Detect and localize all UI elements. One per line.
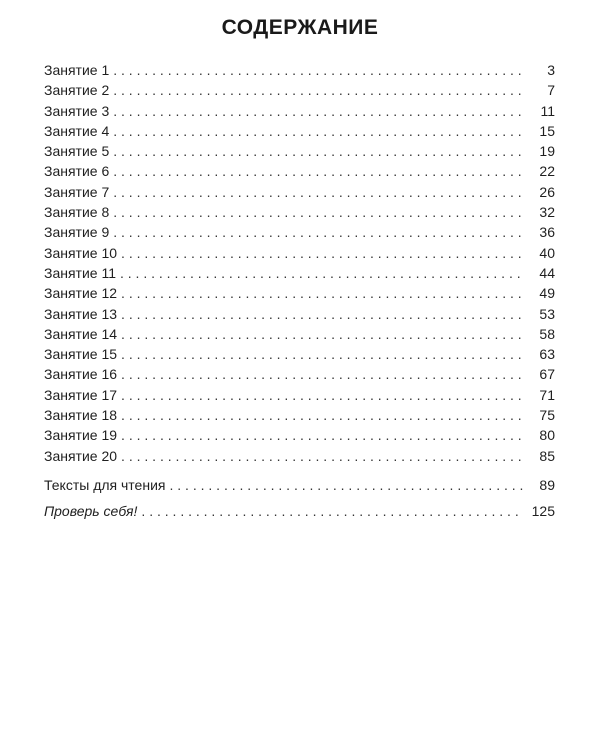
- toc-entry-2[interactable]: [44, 80, 555, 100]
- toc-entry-10[interactable]: [44, 243, 555, 263]
- dot-leader: [113, 182, 523, 202]
- toc-entry-page: 71: [539, 386, 555, 403]
- dot-leader: [113, 60, 523, 80]
- toc-entry-page: 63: [539, 346, 555, 363]
- toc-entry-12[interactable]: [44, 283, 555, 303]
- toc-entry-label: Занятие 17: [44, 386, 118, 403]
- dot-leader: [113, 222, 523, 242]
- toc-entry-1[interactable]: [44, 60, 555, 80]
- dot-leader: [121, 405, 523, 425]
- toc-entry-page: 3: [547, 62, 555, 78]
- toc-entry-label: Занятие 1: [44, 62, 110, 78]
- toc-entry-18[interactable]: [44, 405, 555, 425]
- toc-entry-15[interactable]: [44, 344, 555, 364]
- toc-entry-label: Тексты для чтения: [44, 476, 166, 493]
- toc-entry-page: 49: [539, 285, 555, 302]
- toc-entry-label: Занятие 10: [44, 244, 118, 261]
- toc-entry-page: 32: [539, 204, 555, 221]
- toc-entry-9[interactable]: [44, 222, 555, 242]
- toc-entry-page: 75: [539, 407, 555, 424]
- toc-entry-label: Проверь себя!: [44, 503, 138, 520]
- toc-entry-label: Занятие 13: [44, 305, 118, 322]
- toc-entry-page: 80: [539, 427, 555, 444]
- toc-entry-page: 53: [539, 305, 555, 322]
- dot-leader: [169, 475, 523, 495]
- toc-entry-page: 44: [539, 264, 555, 281]
- toc-entry-17[interactable]: [44, 385, 555, 405]
- dot-leader: [121, 446, 523, 466]
- table-of-contents: [44, 60, 555, 522]
- toc-entry-19[interactable]: [44, 425, 555, 445]
- toc-entry-6[interactable]: [44, 161, 555, 181]
- dot-leader: [121, 243, 523, 263]
- dot-leader: [121, 324, 523, 344]
- toc-entry-page: 26: [539, 183, 555, 200]
- toc-entry-8[interactable]: [44, 202, 555, 222]
- toc-entry-4[interactable]: [44, 121, 555, 141]
- toc-entry-20[interactable]: [44, 446, 555, 466]
- toc-entry-11[interactable]: [44, 263, 555, 283]
- toc-entry-page: 7: [547, 82, 555, 99]
- dot-leader: [113, 141, 523, 161]
- dot-leader: [141, 501, 523, 521]
- toc-entry-5[interactable]: [44, 141, 555, 161]
- toc-entry-label: Занятие 9: [44, 224, 110, 241]
- toc-entry-page: 58: [539, 325, 555, 342]
- toc-entry-page: 40: [539, 244, 555, 261]
- toc-entry-label: Занятие 6: [44, 163, 110, 180]
- toc-entry-14[interactable]: [44, 324, 555, 344]
- dot-leader: [113, 202, 523, 222]
- toc-entry-page: 89: [539, 476, 555, 493]
- dot-leader: [113, 101, 523, 121]
- toc-entry-label: Занятие 19: [44, 427, 118, 444]
- toc-entry-7[interactable]: [44, 182, 555, 202]
- toc-entry-label: Занятие 12: [44, 285, 118, 302]
- toc-entry-page: 125: [531, 503, 555, 520]
- toc-entry-label: Занятие 2: [44, 82, 110, 99]
- toc-entry-label: Занятие 4: [44, 122, 110, 139]
- toc-entry-page: 11: [540, 102, 555, 119]
- toc-entry-label: Занятие 7: [44, 183, 110, 200]
- toc-entry-label: Занятие 5: [44, 143, 110, 160]
- toc-entry-self-check[interactable]: [44, 501, 555, 521]
- dot-leader: [121, 385, 523, 405]
- toc-entry-reading-texts[interactable]: [44, 475, 555, 495]
- dot-leader: [113, 161, 523, 181]
- toc-entry-page: 36: [539, 224, 555, 241]
- toc-entry-page: 85: [539, 447, 555, 464]
- toc-entry-16[interactable]: [44, 364, 555, 384]
- dot-leader: [113, 80, 523, 100]
- toc-entry-page: 67: [539, 366, 555, 383]
- toc-entry-page: 22: [539, 163, 555, 180]
- dot-leader: [121, 283, 523, 303]
- dot-leader: [121, 364, 523, 384]
- dot-leader: [120, 263, 523, 283]
- dot-leader: [121, 304, 523, 324]
- toc-entry-label: Занятие 16: [44, 366, 118, 383]
- toc-entry-page: 15: [539, 122, 555, 139]
- toc-entry-label: Занятие 8: [44, 204, 110, 221]
- toc-entry-label: Занятие 3: [44, 102, 110, 119]
- dot-leader: [121, 344, 523, 364]
- page-title: СОДЕРЖАНИЕ: [221, 16, 379, 39]
- dot-leader: [121, 425, 523, 445]
- toc-entry-label: Занятие 20: [44, 447, 118, 464]
- toc-entry-label: Занятие 14: [44, 325, 118, 342]
- toc-entry-label: Занятие 15: [44, 346, 118, 363]
- toc-entry-label: Занятие 11: [44, 264, 116, 281]
- toc-entry-page: 19: [539, 143, 555, 160]
- toc-entry-3[interactable]: [44, 101, 555, 121]
- toc-entry-label: Занятие 18: [44, 407, 118, 424]
- dot-leader: [113, 121, 523, 141]
- toc-entry-13[interactable]: [44, 304, 555, 324]
